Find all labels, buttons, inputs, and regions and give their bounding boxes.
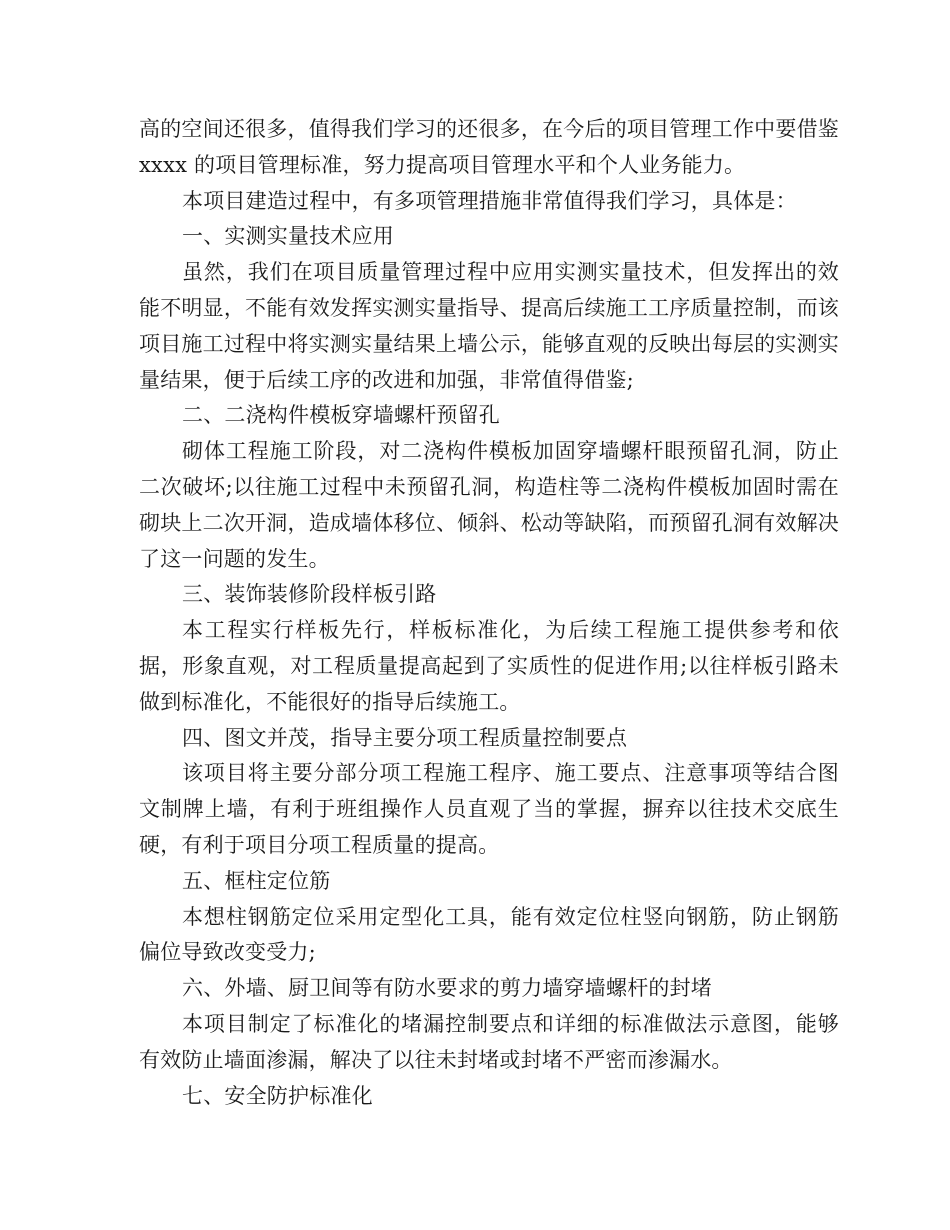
paragraph-section-6: 本项目制定了标准化的堵漏控制要点和详细的标准做法示意图，能够有效防止墙面渗漏，解决了以往未封堵或封堵不严密而渗漏水。 (139, 1011, 839, 1072)
paragraph-section-5: 本想柱钢筋定位采用定型化工具，能有效定位柱竖向钢筋，防止钢筋偏位导致改变受力; (139, 904, 839, 965)
paragraph-section-3: 本工程实行样板先行，样板标准化，为后续工程施工提供参考和依据，形象直观，对工程质量提高起到了实质性的促进作用;以往样板引路未做到标准化，不能很好的指导后续施工。 (139, 618, 839, 714)
paragraph-section-4: 该项目将主要分部分项工程施工程序、施工要点、注意事项等结合图文制牌上墙，有利于班组操作人员直观了当的掌握，摒弃以往技术交底生硬，有利于项目分项工程质量的提高。 (139, 761, 839, 857)
document-body (139, 112, 839, 1114)
section-heading-4: 四、图文并茂，指导主要分项工程质量控制要点 (182, 725, 628, 750)
section-heading-3: 三、装饰装修阶段样板引路 (182, 582, 437, 607)
section-heading-5: 五、框柱定位筋 (182, 868, 331, 893)
section-heading-6: 六、外墙、厨卫间等有防水要求的剪力墙穿墙螺杆的封堵 (182, 976, 712, 1001)
paragraph-section-1: 虽然，我们在项目质量管理过程中应用实测实量技术，但发挥出的效能不明显，不能有效发挥实测实量指导、提高后续施工工序质量控制，而该项目施工过程中将实测实量结果上墙公示，能够直观的反映出每层的实测实量结果，便于后续工序的改进和加强，非常值得借鉴; (139, 260, 839, 392)
section-heading-2: 二、二浇构件模板穿墙螺杆预留孔 (182, 403, 500, 428)
paragraph-intro: 本项目建造过程中，有多项管理措施非常值得我们学习，具体是： (182, 188, 797, 213)
section-heading-1: 一、实测实量技术应用 (182, 224, 394, 249)
section-heading-7: 七、安全防护标准化 (182, 1083, 373, 1108)
paragraph-section-2: 砌体工程施工阶段，对二浇构件模板加固穿墙螺杆眼预留孔洞，防止二次破坏;以往施工过程中未预留孔洞，构造柱等二浇构件模板加固时需在砌块上二次开洞，造成墙体移位、倾斜、松动等缺陷，而预留孔洞有效解决了这一问题的发生。 (139, 439, 839, 571)
paragraph-continuation: 高的空间还很多，值得我们学习的还很多，在今后的项目管理工作中要借鉴 xxxx 的项目管理标准，努力提高项目管理水平和个人业务能力。 (139, 117, 839, 177)
